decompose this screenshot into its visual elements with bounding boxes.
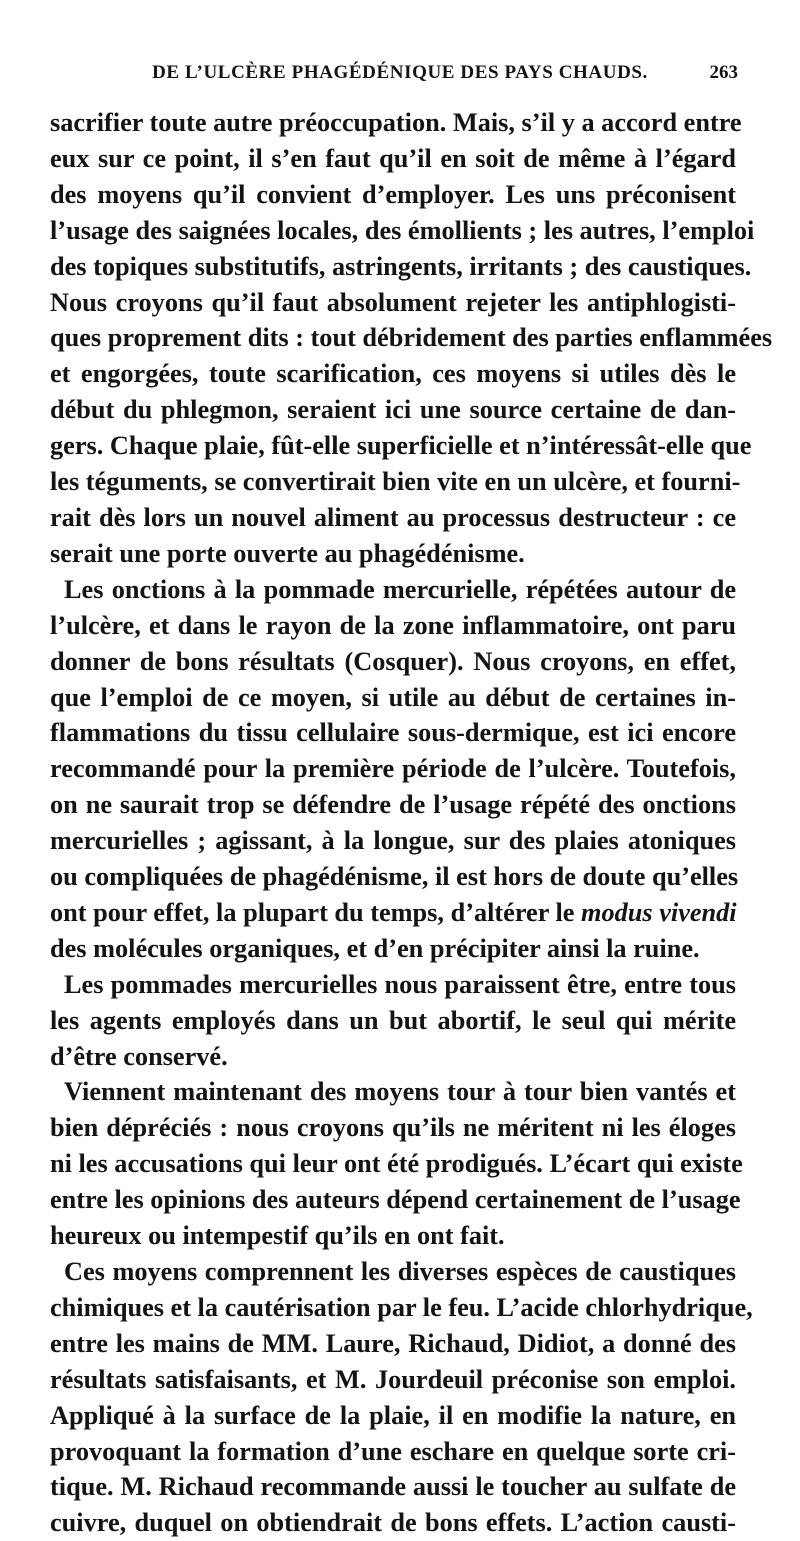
paragraph-end-line: des molécules organiques, et d’en précipiter ainsi la ruine. <box>50 933 700 963</box>
paragraph-start-line: Les onctions à la pommade mercurielle, répétées autour de <box>64 574 736 604</box>
text-line: que l’emploi de ce moyen, si utile au début de certaines in- <box>50 682 736 712</box>
text-line: entre les opinions des auteurs dépend certainement de l’usage <box>50 1185 741 1215</box>
paragraph-start-line: Ces moyens comprennent les diverses espèces de caustiques <box>64 1257 736 1286</box>
page-number: 263 <box>709 62 738 83</box>
text-line: début du phlegmon, seraient ici une source certaine de dan- <box>50 395 736 425</box>
text-line: on ne saurait trop se défendre de l’usage répété des onctions <box>50 790 736 820</box>
text-line: recommandé pour la première période de l’ulcère. Toutefois, <box>50 754 736 784</box>
italic-term: modus vivendi <box>581 897 737 927</box>
text-line: bien dépréciés : nous croyons qu’ils ne méritent ni les éloges <box>50 1113 736 1143</box>
text-line: ques proprement dits : tout débridement des parties enflammées <box>50 323 773 353</box>
text-line: gers. Chaque plaie, fût-elle superficielle et n’intéressât-elle que <box>50 431 752 461</box>
text-line: tique. M. Richaud recommande aussi le toucher au sulfate de <box>50 1472 736 1502</box>
text-line: ni les accusations qui leur ont été prodigués. L’écart qui existe <box>50 1149 743 1179</box>
body-text <box>50 105 773 1541</box>
text-line: des moyens qu’il convient d’employer. Les uns préconisent <box>50 179 736 209</box>
paragraph-end-line: heureux ou intempestif qu’ils en ont fait. <box>50 1221 505 1251</box>
paragraph-start-line: Viennent maintenant des moyens tour à tour bien vantés et <box>64 1077 736 1107</box>
paragraph-end-line: d’être conservé. <box>50 1041 228 1071</box>
paragraph-start-line: Les pommades mercurielles nous paraissent être, entre tous <box>64 969 736 999</box>
text-line: mercurielles ; agissant, à la longue, sur des plaies atoniques <box>50 826 736 856</box>
text-line: cuivre, duquel on obtiendrait de bons effets. L’action causti- <box>50 1508 736 1538</box>
running-title: DE L’ULCÈRE PHAGÉDÉNIQUE DES PAYS CHAUDS. <box>152 62 648 83</box>
text-line: Appliqué à la surface de la plaie, il en modifie la nature, en <box>50 1400 736 1430</box>
text-line: les téguments, se convertirait bien vite en un ulcère, et fourni- <box>50 467 741 497</box>
text-line: et engorgées, toute scarification, ces moyens si utiles dès le <box>50 359 736 389</box>
text-line: l’usage des saignées locales, des émollients ; les autres, l’emploi <box>50 215 755 245</box>
text-line: provoquant la formation d’une eschare en quelque sorte cri- <box>50 1436 736 1466</box>
text-line: entre les mains de MM. Laure, Richaud, Didiot, a donné des <box>50 1328 736 1358</box>
text-line: les agents employés dans un but abortif, le seul qui mérite <box>50 1005 736 1035</box>
text-line: ou compliquées de phagédénisme, il est hors de doute qu’elles <box>50 862 739 892</box>
text-line: sacrifier toute autre préoccupation. Mais, s’il y a accord entre <box>50 108 742 137</box>
text-line: rait dès lors un nouvel aliment au processus destructeur : ce <box>50 502 736 532</box>
text-line: eux sur ce point, il s’en faut qu’il en soit de même à l’égard <box>50 143 736 173</box>
paragraph-end-line: serait une porte ouverte au phagédénisme. <box>50 538 525 568</box>
running-head <box>62 62 738 92</box>
text-line: donner de bons résultats (Cosquer). Nous croyons, en effet, <box>50 646 736 676</box>
text-line-with-italic <box>50 895 736 931</box>
text-line: flammations du tissu cellulaire sous-dermique, est ici encore <box>50 718 736 748</box>
text-line: l’ulcère, et dans le rayon de la zone inflammatoire, ont paru <box>50 610 736 640</box>
text-line: chimiques et la cautérisation par le feu. L’acide chlorhydrique, <box>50 1292 753 1322</box>
text-line: Nous croyons qu’il faut absolument rejeter les antiphlogisti- <box>50 287 736 317</box>
text-line: des topiques substitutifs, astringents, irritants ; des caustiques. <box>50 251 752 281</box>
text-line: résultats satisfaisants, et M. Jourdeuil préconise son emploi. <box>50 1364 736 1394</box>
text-segment: ont pour effet, la plupart du temps, d’altérer le <box>50 897 575 927</box>
